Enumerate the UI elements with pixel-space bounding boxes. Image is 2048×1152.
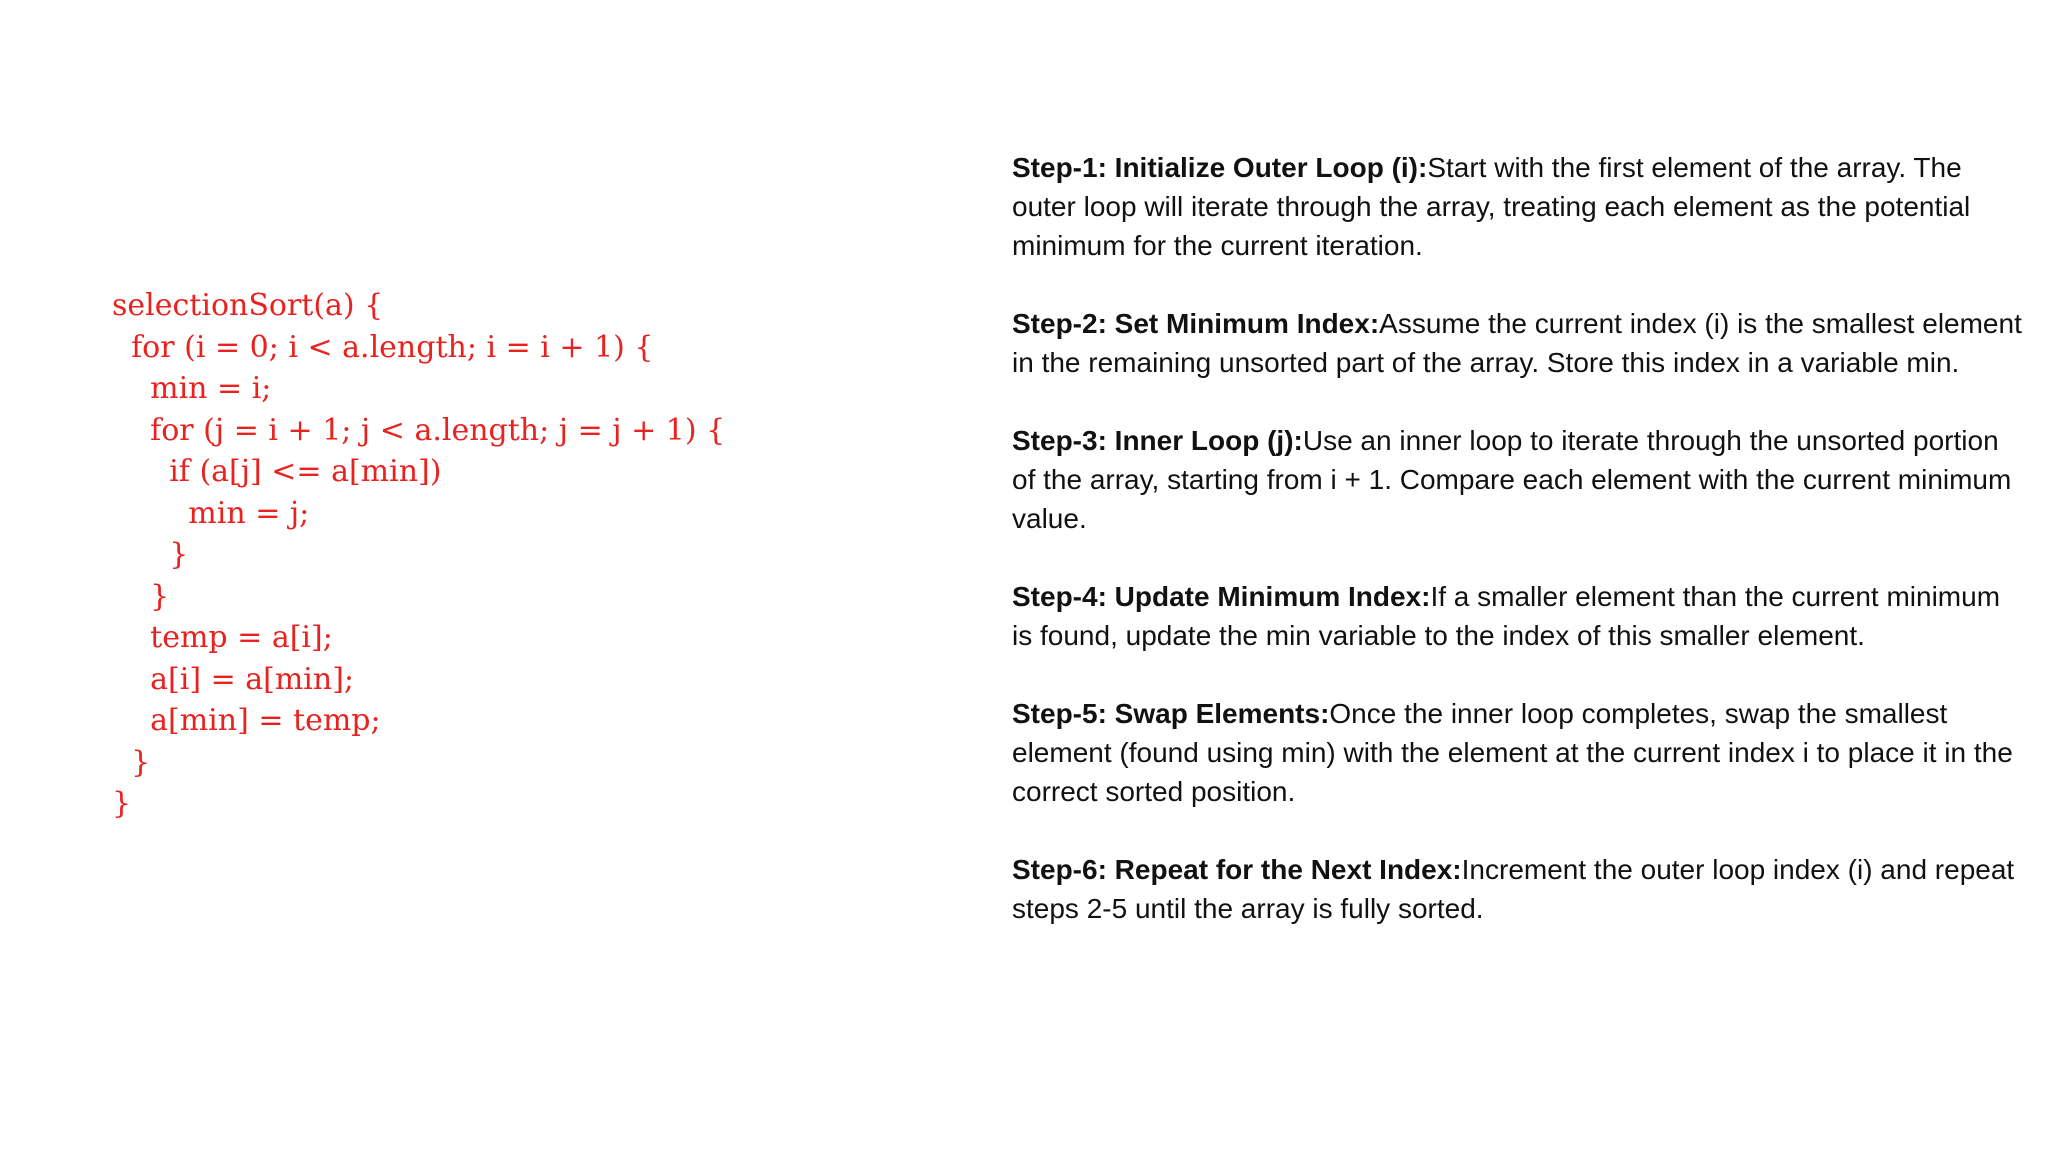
code-line: a[i] = a[min]; <box>112 661 355 697</box>
code-line: } <box>112 786 132 821</box>
code-line: min = j; <box>112 495 310 531</box>
code-line: for (j = i + 1; j < a.length; j = j + 1) { <box>112 412 726 448</box>
code-line: } <box>112 537 189 572</box>
selection-sort-code-block <box>112 285 725 825</box>
step-text: Increment the outer loop index (i) and repeat steps 2-5 until the array is fully sorted. <box>1012 854 2015 924</box>
code-line: for (i = 0; i < a.length; i = i + 1) { <box>112 329 654 365</box>
step-3 <box>1012 421 2022 538</box>
step-text: If a smaller element than the current minimum is found, update the min variable to the index of this smaller element. <box>1012 581 2001 651</box>
step-title: Step-2: Set Minimum Index: <box>1012 308 1380 339</box>
step-4 <box>1012 577 2022 655</box>
code-line: selectionSort(a) { <box>112 288 384 323</box>
step-text: Assume the current index (i) is the smallest element in the remaining unsorted part of the array. Store this index in a variable min. <box>1012 308 2022 378</box>
code-line: } <box>112 578 170 614</box>
code-line: } <box>112 744 151 780</box>
code-line: a[min] = temp; <box>112 703 381 738</box>
step-1 <box>1012 148 2022 265</box>
step-text: Once the inner loop completes, swap the smallest element (found using min) with the element at the current index i to place it in the correct sorted position. <box>1012 698 2013 807</box>
step-title: Step-6: Repeat for the Next Index: <box>1012 854 1462 885</box>
step-6 <box>1012 850 2022 928</box>
steps-list <box>1012 148 2022 967</box>
step-text: Use an inner loop to iterate through the unsorted portion of the array, starting from i + 1. Compare each element with the current minimum value. <box>1012 425 2012 534</box>
step-5 <box>1012 694 2022 811</box>
code-line: if (a[j] <= a[min]) <box>112 454 442 489</box>
step-text: Start with the first element of the array. The outer loop will iterate through the array, treating each element as the potential minimum for the current iteration. <box>1012 152 1971 261</box>
step-2 <box>1012 304 2022 382</box>
code-line: min = i; <box>112 371 272 406</box>
step-title: Step-5: Swap Elements: <box>1012 698 1330 729</box>
code-line: temp = a[i]; <box>112 620 333 655</box>
step-title: Step-4: Update Minimum Index: <box>1012 581 1431 612</box>
step-title: Step-1: Initialize Outer Loop (i): <box>1012 152 1428 183</box>
step-title: Step-3: Inner Loop (j): <box>1012 425 1303 456</box>
